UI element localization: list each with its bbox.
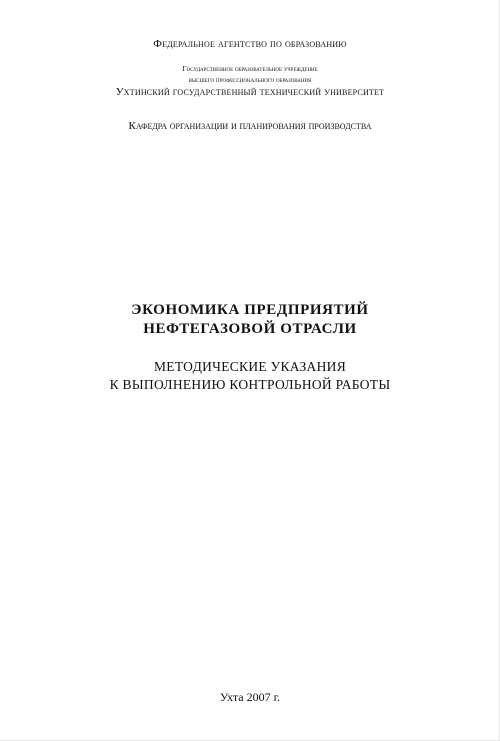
department-name: Кафедра организации и планирования производства bbox=[128, 120, 372, 132]
institution-status-line-2: высшего профессионального образования bbox=[188, 75, 312, 84]
city-year: Ухта 2007 г. bbox=[219, 690, 281, 704]
university-name: Ухтинский государственный технический университет bbox=[115, 86, 385, 98]
institution-status-line-1: Государственное образовательное учреждение bbox=[182, 64, 318, 73]
document-title-line-1: ЭКОНОМИКА ПРЕДПРИЯТИЙ bbox=[131, 302, 369, 318]
document-subtitle-line-1: МЕТОДИЧЕСКИЕ УКАЗАНИЯ bbox=[153, 359, 347, 374]
agency-name: Федеральное агентство по образованию bbox=[153, 38, 347, 50]
document-title-line-2: НЕФТЕГАЗОВОЙ ОТРАСЛИ bbox=[143, 321, 357, 337]
document-subtitle-line-2: К ВЫПОЛНЕНИЮ КОНТРОЛЬНОЙ РАБОТЫ bbox=[109, 377, 391, 392]
